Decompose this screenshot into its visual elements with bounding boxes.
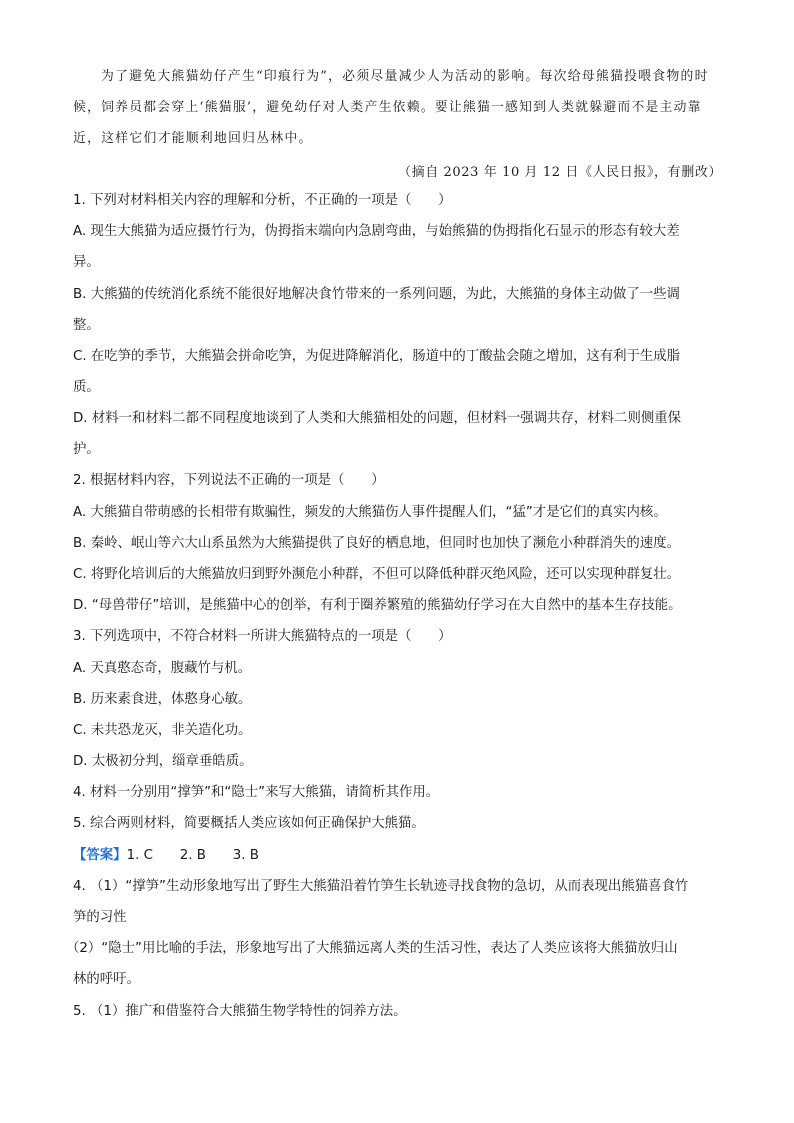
q1-option-d-cont: 护。 [73, 442, 100, 457]
passage-source: （摘自 2023 年 10 月 12 日《人民日报》，有删改） [398, 165, 723, 180]
passage-line-2: 候，饲养员都会穿上‘熊猫服’，避免幼仔对人类产生依赖。要让熊猫一感知到人类就躲避而不是主动靠 [73, 100, 702, 115]
q3-option-d: D. 太极初分判，缁章垂皓质。 [73, 754, 253, 769]
q3-stem: 3. 下列选项中，不符合材料一所讲大熊猫特点的一项是（ ） [73, 629, 452, 644]
q1-stem: 1. 下列对材料相关内容的理解和分析，不正确的一项是（ ） [73, 193, 452, 208]
answer-line [73, 847, 259, 865]
q3-option-b: B. 历来素食进，体憨身心敏。 [73, 692, 252, 707]
answer-4-2: （2）“隐士”用比喻的手法，形象地写出了大熊猫远离人类的生活习性，表达了人类应该将大熊猫放归山 [66, 941, 678, 956]
q1-option-b-cont: 整。 [73, 318, 100, 333]
q1-option-d: D. 材料一和材料二都不同程度地谈到了人类和大熊猫相处的问题，但材料一强调共存，材料二则侧重保 [73, 411, 682, 426]
q1-option-a: A. 现生大熊猫为适应摄竹行为，伪拇指末端向内急剧弯曲，与始熊猫的伪拇指化石显示的形态有较大差 [73, 224, 680, 239]
q2-option-a: A. 大熊猫自带萌感的长相带有欺骗性，频发的大熊猫伤人事件提醒人们，“猛”才是它们的真实内核。 [73, 505, 667, 520]
answer-5-1: 5. （1）推广和借鉴符合大熊猫生物学特性的饲养方法。 [73, 1004, 407, 1019]
passage-line-1: 为了避免大熊猫幼仔产生“印痕行为”，必须尽量减少人为活动的影响。每次给母熊猫投喂食物的时 [101, 69, 709, 84]
q2-option-b: B. 秦岭、岷山等六大山系虽然为大熊猫提供了良好的栖息地，但同时也加快了濒危小种群消失的速度。 [73, 536, 680, 551]
q1-option-b: B. 大熊猫的传统消化系统不能很好地解决食竹带来的一系列问题，为此，大熊猫的身体主动做了一些调 [73, 287, 680, 302]
q2-stem: 2. 根据材料内容，下列说法不正确的一项是（ ） [73, 473, 385, 488]
q4-stem: 4. 材料一分别用“撑笋”和“隐士”来写大熊猫，请简析其作用。 [73, 785, 440, 800]
q5-stem: 5. 综合两则材料，简要概括人类应该如何正确保护大熊猫。 [73, 816, 425, 831]
answer-4-1-cont: 笋的习性 [73, 910, 127, 925]
q2-option-c: C. 将野化培训后的大熊猫放归到野外濒危小种群，不但可以降低种群灭绝风险，还可以实现种群复壮。 [73, 567, 681, 582]
passage-line-3: 近，这样它们才能顺利地回归丛林中。 [73, 131, 313, 146]
q1-option-a-cont: 异。 [73, 255, 100, 270]
answer-4-1: 4. （1）“撑笋”生动形象地写出了野生大熊猫沿着竹笋生长轨迹寻找食物的急切，从而表现出熊猫喜食竹 [73, 879, 689, 894]
q3-option-c: C. 未共恐龙灭，非关造化功。 [73, 723, 252, 738]
answer-choices: 1. C 2. B 3. B [126, 848, 259, 863]
answer-tag: 【答案】 [73, 848, 127, 863]
q3-option-a: A. 天真憨态奇，腹藏竹与机。 [73, 661, 252, 676]
answer-4-2-cont: 林的呼吁。 [73, 972, 140, 987]
q2-option-d: D. “母兽带仔”培训，是熊猫中心的创举，有利于圈养繁殖的熊猫幼仔学习在大自然中的基本生存技能。 [73, 598, 682, 613]
q1-option-c-cont: 质。 [73, 380, 100, 395]
q1-option-c: C. 在吃笋的季节，大熊猫会拼命吃笋，为促进降解消化，肠道中的丁酸盐会随之增加，这有利于生成脂 [73, 349, 681, 364]
